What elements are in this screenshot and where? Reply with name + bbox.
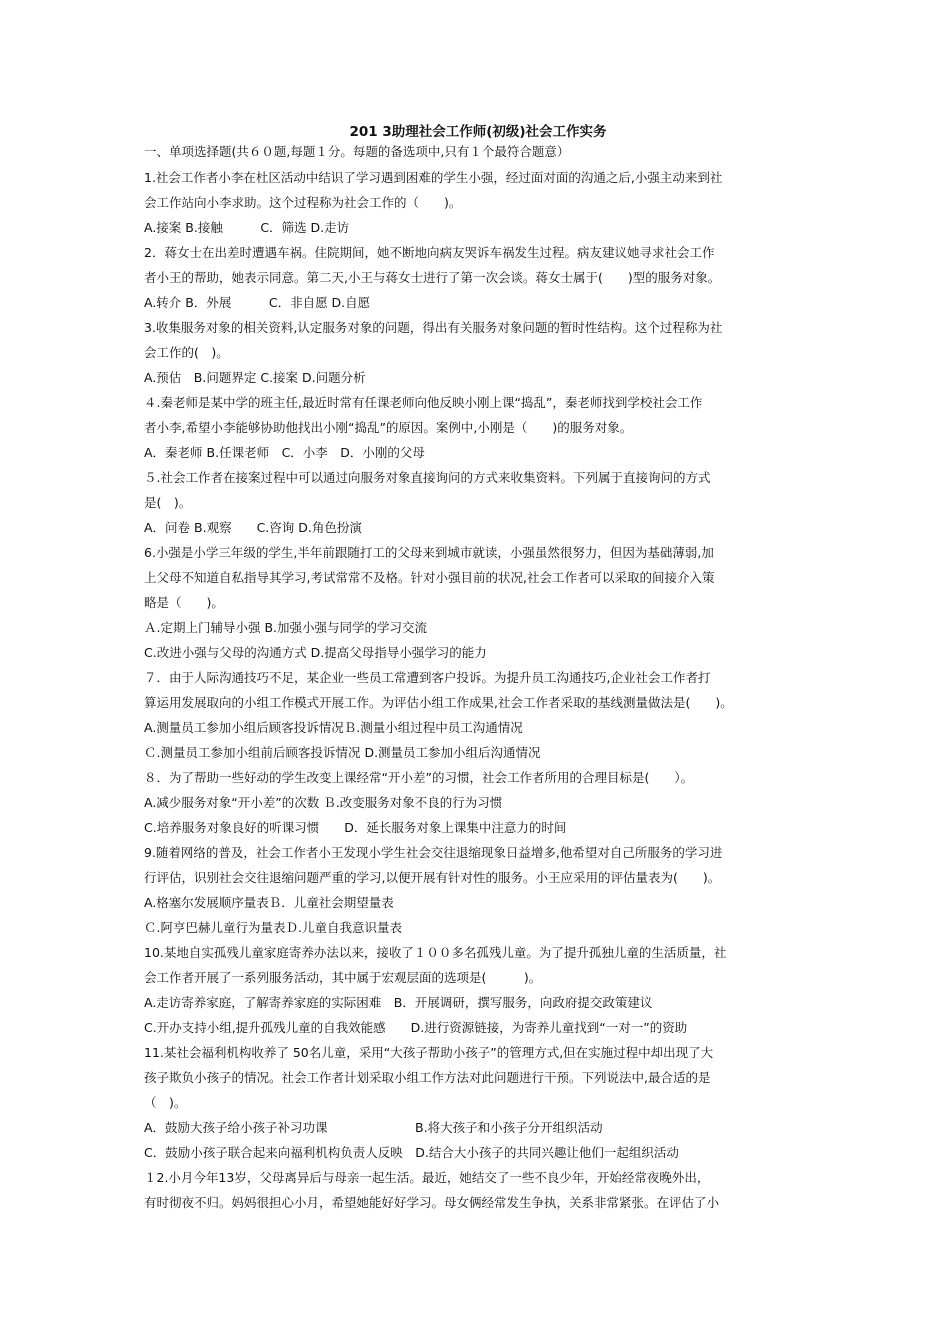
text-line: Ａ.定期上门辅导小强 B.加强小强与同学的学习交流	[144, 620, 427, 635]
text-line: 10.某地自实孤残儿童家庭寄养办法以来，接收了１００多名孤残儿童。为了提升孤独儿童的生活质量，社	[144, 945, 727, 960]
text-line: （ )。	[144, 1095, 187, 1110]
text-line: ８．为了帮助一些好动的学生改变上课经常“开小差”的习惯，社会工作者所用的合理目标是( ）。	[144, 770, 694, 785]
text-line: 有时彻夜不归。妈妈很担心小月，希望她能好好学习。母女俩经常发生争执，关系非常紧张。在评估了小	[144, 1195, 720, 1210]
text-line: A.预估 B.问题界定 C.接案 D.问题分析	[144, 370, 366, 385]
text-line: 略是（ )。	[144, 595, 224, 610]
text-line: A．问卷 B.观察 C.咨询 D.角色扮演	[144, 520, 362, 535]
text-line: 上父母不知道自私指导其学习,考试常常不及格。针对小强目前的状况,社会工作者可以采取的间接介入策	[144, 570, 715, 585]
text-line: 会工作的( )。	[144, 345, 229, 360]
text-line: 会工作站向小李求助。这个过程称为社会工作的（ )。	[144, 195, 462, 210]
text-line: A.接案 B.接触 C．筛选 D.走访	[144, 220, 350, 235]
text-line: C.改进小强与父母的沟通方式 D.提高父母指导小强学习的能力	[144, 645, 487, 660]
text-line: 会工作者开展了一系列服务活动，其中属于宏观层面的选项是( )。	[144, 970, 542, 985]
text-line: 孩子欺负小孩子的情况。社会工作者计划采取小组工作方法对此问题进行干预。下列说法中,最合适的是	[144, 1070, 711, 1085]
text-line: 1.社会工作者小李在杜区活动中结识了学习遇到困难的学生小强，经过面对面的沟通之后,小强主动来到社	[144, 170, 723, 185]
text-line: A．秦老师 B.任课老师 C．小李 D．小刚的父母	[144, 445, 425, 460]
document-body	[144, 122, 812, 1215]
text-line: 行评估，识别社会交往退缩问题严重的学习,以便开展有针对性的服务。小王应采用的评估量表为( )。	[144, 870, 721, 885]
text-line: A.转介 B．外展 C．非自愿 D.自愿	[144, 295, 371, 310]
text-line: 3.收集服务对象的相关资料,认定服务对象的问题，得出有关服务对象问题的暂时性结构。这个过程称为社	[144, 320, 723, 335]
text-line: 算运用发展取向的小组工作模式开展工作。为评估小组工作成果,社会工作者采取的基线测量做法是( )。	[144, 695, 733, 710]
text-line: Ｃ.测量员工参加小组前后顾客投诉情况 D.测量员工参加小组后沟通情况	[144, 745, 541, 760]
text-line: 2．蒋女士在出差时遭遇车祸。住院期间，她不断地向病友哭诉车祸发生过程。病友建议她寻求社会工作	[144, 245, 715, 260]
text-line: 是( )。	[144, 495, 192, 510]
text-line: A.走访寄养家庭，了解寄养家庭的实际困难 B．开展调研，撰写服务，向政府提交政策建议	[144, 995, 653, 1010]
text-line: A.格塞尔发展顺序量表Ｂ．儿童社会期望量表	[144, 895, 394, 910]
text-line: 11.某社会福利机构收养了 50名儿童，采用“大孩子帮助小孩子”的管理方式,但在实施过程中却出现了大	[144, 1045, 714, 1060]
section-heading: 一、单项选择题(共６０题,每题１分。每题的备选项中,只有１个最符合题意）	[144, 144, 570, 159]
text-line: A.减少服务对象“开小差”的次数 Ｂ.改变服务对象不良的行为习惯	[144, 795, 503, 810]
text-line: 6.小强是小学三年级的学生,半年前跟随打工的父母来到城市就读，小强虽然很努力，但因为基础薄弱,加	[144, 545, 714, 560]
text-line: C.培养服务对象良好的听课习惯 D．延长服务对象上课集中注意力的时间	[144, 820, 567, 835]
text-line: C.开办支持小组,提升孤残儿童的自我效能感 D.进行资源链接，为寄养儿童找到“一对一”的资助	[144, 1020, 688, 1035]
text-line: 者小李,希望小李能够协助他找出小刚“捣乱”的原因。案例中,小刚是（ )的服务对象。	[144, 420, 633, 435]
text-line: 9.随着网络的普及，社会工作者小王发现小学生社会交往退缩现象日益增多,他希望对自己所服务的学习进	[144, 845, 723, 860]
text-line: １2.小月今年13岁，父母离异后与母亲一起生活。最近，她结交了一些不良少年，开始经常夜晚外出，	[144, 1170, 710, 1185]
text-line: Ｃ.阿亨巴赫儿童行为量表Ｄ.儿童自我意识量表	[144, 920, 402, 935]
text-line: ５.社会工作者在接案过程中可以通过向服务对象直接询问的方式来收集资料。下列属于直接询问的方式	[144, 470, 711, 485]
question-text	[144, 165, 812, 1215]
text-line: ４.秦老师是某中学的班主任,最近时常有任课老师向他反映小刚上课“捣乱”，秦老师找到学校社会工作	[144, 395, 703, 410]
text-line: A.测量员工参加小组后顾客投诉情况Ｂ.测量小组过程中员工沟通情况	[144, 720, 523, 735]
text-line: C．鼓励小孩子联合起来向福利机构负责人反映 D.结合大小孩子的共同兴趣让他们一起组织活动	[144, 1145, 679, 1160]
document-title: 201 3助理社会工作师(初级)社会工作实务	[349, 124, 607, 140]
text-line: 者小王的帮助，她表示同意。第二天,小王与蒋女士进行了第一次会谈。蒋女士属于( )型的服务对象。	[144, 270, 721, 285]
text-line: A．鼓励大孩子给小孩子补习功课 B.将大孩子和小孩子分开组织活动	[144, 1120, 603, 1135]
text-line: ７．由于人际沟通技巧不足，某企业一些员工常遭到客户投诉。为提升员工沟通技巧,企业社会工作者打	[144, 670, 711, 685]
